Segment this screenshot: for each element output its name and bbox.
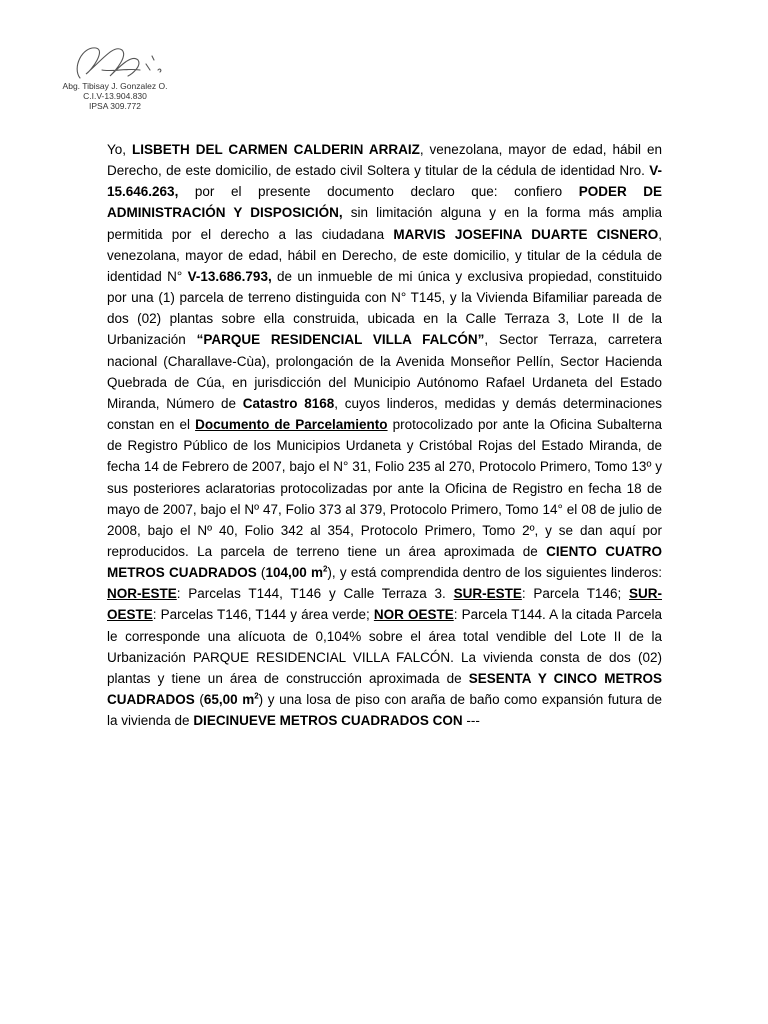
- text-segment: , venezolana, mayor de edad, hábil en Derecho, de este domicilio, y titular de la cédula de identidad N°: [107, 226, 663, 284]
- document-body: [107, 139, 662, 731]
- grantee-name: MARVIS JOSEFINA DUARTE CISNERO: [393, 226, 659, 242]
- lawyer-stamp: [40, 40, 190, 120]
- grantee-id: V-13.686.793,: [187, 268, 272, 284]
- text-segment: de un inmueble de mi única y exclusiva propiedad, constituido por una (1) parcela de terreno distinguida con N° T145, y la Vivienda Bifamiliar pareada de dos (02) plantas sobre ella construida, ubicada en la Calle Terraza 3, Lote II de la Urbanización: [107, 268, 662, 348]
- text-segment: (: [194, 692, 204, 708]
- catastro-number: Catastro 8168: [242, 395, 335, 411]
- text-segment: : Parcelas T146, T144 y área verde;: [152, 607, 374, 623]
- boundary-ne: NOR-ESTE: [107, 586, 177, 602]
- boundary-no: NOR OESTE: [373, 607, 454, 623]
- construction-value: 65,00 m: [203, 692, 255, 708]
- stamp-id: C.I.V-13.904.830: [83, 91, 147, 101]
- urbanization-name: “PARQUE RESIDENCIAL VILLA FALCÓN”: [196, 332, 485, 348]
- text-segment: , Sector Terraza, carretera nacional (Charallave-Cùa), prolongación de la Avenida Monseñor Pellín, Sector Hacienda Quebrada de Cúa, en jurisdicción del Municipio Autónomo Rafael Urdaneta del Estado Miranda, Número de: [107, 332, 663, 411]
- text-segment: por el presente documento declaro que: confiero: [178, 184, 579, 200]
- text-segment: : Parcelas T144, T146 y Calle Terraza 3.: [176, 586, 454, 602]
- area-value: 104,00 m: [265, 565, 323, 581]
- parcel-document-ref: Documento de Parcelamiento: [195, 417, 388, 433]
- construction-words: SESENTA Y CINCO METROS CUADRADOS: [107, 670, 662, 708]
- stamp-name: Abg. Tibisay J. Gonzalez O.: [62, 81, 168, 91]
- boundary-so: SUR-OESTE: [107, 586, 662, 623]
- expansion-words: DIECINUEVE METROS CUADRADOS CON: [193, 713, 463, 729]
- text-segment: (: [256, 565, 266, 581]
- text-segment: : Parcela T146;: [521, 586, 629, 602]
- grantor-id: V-15.646.263,: [107, 163, 662, 200]
- area-words: CIENTO CUATRO METROS CUADRADOS: [107, 543, 662, 581]
- construction-superscript: 2: [254, 691, 259, 701]
- text-segment: ) y una losa de piso con araña de baño como expansión futura de la vivienda de: [107, 692, 663, 729]
- text-segment: Yo,: [107, 142, 132, 157]
- text-segment: protocolizado por ante la Oficina Subalterna de Registro Público de los Municipios Urdaneta y Cristóbal Rojas del Estado Miranda, de fecha 14 de Febrero de 2007, bajo el N° 31, Folio 235 al 270, Protocolo Primero, Tomo 13º y sus posteriores aclaratorias protocolizadas por ante la Oficina de Registro en fecha 18 de mayo de 2007, bajo el Nº 47, Folio 373 al 379, Protocolo Primero, Tomo 14° el 08 de julio de 2008, bajo el Nº 40, Folio 342 al 354, Protocolo Primero, Tomo 2º, y se dan aquí por reproducidos. La parcela de terreno tiene un área aproximada de: [107, 417, 662, 559]
- text-segment: : Parcela T144. A la citada Parcela le corresponde una alícuota de 0,104% sobre el área total vendible del Lote II de la Urbanización PARQUE RESIDENCIAL VILLA FALCÓN. La vivienda consta de dos (02) plantas y tiene un área de construcción aproximada de: [107, 607, 662, 686]
- construction-number: [204, 692, 259, 707]
- area-number: [265, 565, 327, 580]
- text-segment: , cuyos linderos, medidas y demás determinaciones constan en el: [107, 395, 662, 433]
- boundary-se: SUR-ESTE: [453, 586, 522, 602]
- text-segment: ), y está comprendida dentro de los siguientes linderos:: [327, 565, 663, 581]
- text-segment: , venezolana, mayor de edad, hábil en Derecho, de este domicilio, de estado civil Soltera y titular de la cédula de identidad Nro.: [107, 142, 662, 179]
- area-superscript: 2: [322, 564, 328, 574]
- power-type: PODER DE ADMINISTRACIÓN Y DISPOSICIÓN,: [107, 184, 663, 221]
- text-segment: ---: [462, 713, 480, 729]
- stamp-ipsa: IPSA 309.772: [89, 101, 141, 111]
- text-segment: sin limitación alguna y en la forma más amplia permitida por el derecho a las ciudadana: [107, 205, 663, 242]
- grantor-name: LISBETH DEL CARMEN CALDERIN ARRAIZ: [131, 142, 420, 157]
